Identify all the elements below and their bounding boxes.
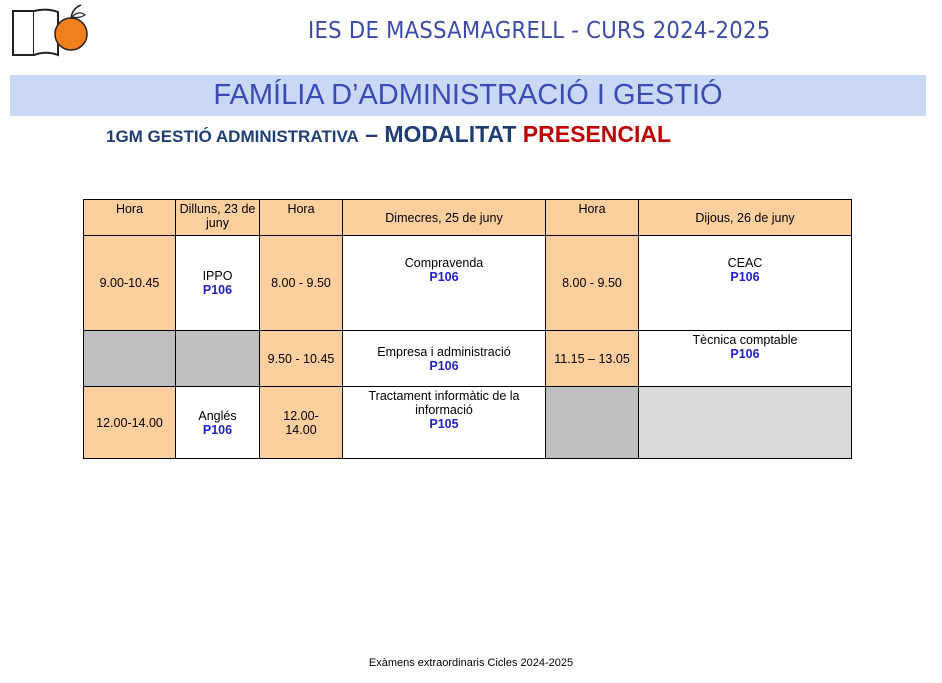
exam-cell bbox=[639, 331, 852, 387]
time-cell: 12.00-14.00 bbox=[84, 387, 176, 459]
table-row bbox=[84, 236, 852, 331]
modalitat-label: – MODALITAT bbox=[358, 121, 523, 147]
time-cell: 8.00 - 9.50 bbox=[260, 236, 343, 331]
time-cell: 9.00-10.45 bbox=[84, 236, 176, 331]
exam-cell bbox=[343, 331, 546, 387]
subject: Empresa i administració bbox=[377, 344, 511, 359]
exam-cell bbox=[176, 236, 260, 331]
table-row bbox=[84, 387, 852, 459]
room: P106 bbox=[730, 347, 760, 361]
time-cell: 11.15 – 13.05 bbox=[546, 331, 639, 387]
table-row bbox=[84, 331, 852, 387]
header-hora: Hora bbox=[546, 200, 639, 236]
school-logo bbox=[10, 3, 90, 57]
time-cell: 9.50 - 10.45 bbox=[260, 331, 343, 387]
header-hora: Hora bbox=[260, 200, 343, 236]
exam-cell bbox=[176, 387, 260, 459]
empty-cell bbox=[639, 387, 852, 459]
empty-cell bbox=[546, 387, 639, 459]
exam-schedule-table bbox=[83, 199, 852, 459]
header-hora: Hora bbox=[84, 200, 176, 236]
subject: Tècnica comptable bbox=[692, 333, 798, 347]
header-wednesday: Dimecres, 25 de juny bbox=[343, 200, 546, 236]
footer-text: Exàmens extraordinaris Cicles 2024-2025 bbox=[368, 657, 574, 669]
room: P106 bbox=[202, 283, 233, 297]
subject: CEAC bbox=[727, 256, 763, 270]
room: P106 bbox=[429, 270, 459, 284]
cycle-subtitle bbox=[106, 121, 671, 148]
time-cell: 12.00-14.00 bbox=[260, 387, 343, 459]
subject: IPPO bbox=[202, 269, 233, 283]
family-banner bbox=[10, 75, 926, 116]
room: P106 bbox=[730, 270, 760, 284]
subject: Anglés bbox=[198, 408, 237, 423]
header-thursday: Dijous, 26 de juny bbox=[639, 200, 852, 236]
empty-cell bbox=[176, 331, 260, 387]
school-title: IES DE MASSAMAGRELL - CURS 2024-2025 bbox=[308, 18, 771, 44]
room: P106 bbox=[202, 422, 233, 437]
cycle-name: 1GM GESTIÓ ADMINISTRATIVA bbox=[106, 127, 359, 146]
exam-cell bbox=[639, 236, 852, 331]
empty-cell bbox=[84, 331, 176, 387]
table-header-row bbox=[84, 200, 852, 236]
exam-cell bbox=[343, 387, 546, 459]
subject: Compravenda bbox=[404, 256, 484, 270]
time-cell: 8.00 - 9.50 bbox=[546, 236, 639, 331]
exam-cell bbox=[343, 236, 546, 331]
family-title: FAMÍLIA D’ADMINISTRACIÓ I GESTIÓ bbox=[213, 79, 723, 111]
room: P106 bbox=[429, 358, 459, 373]
header-monday: Dilluns, 23 de juny bbox=[176, 200, 260, 236]
room: P105 bbox=[429, 417, 459, 431]
subject: Tractament informàtic de la informació bbox=[368, 389, 520, 417]
mode-label: PRESENCIAL bbox=[522, 121, 672, 147]
